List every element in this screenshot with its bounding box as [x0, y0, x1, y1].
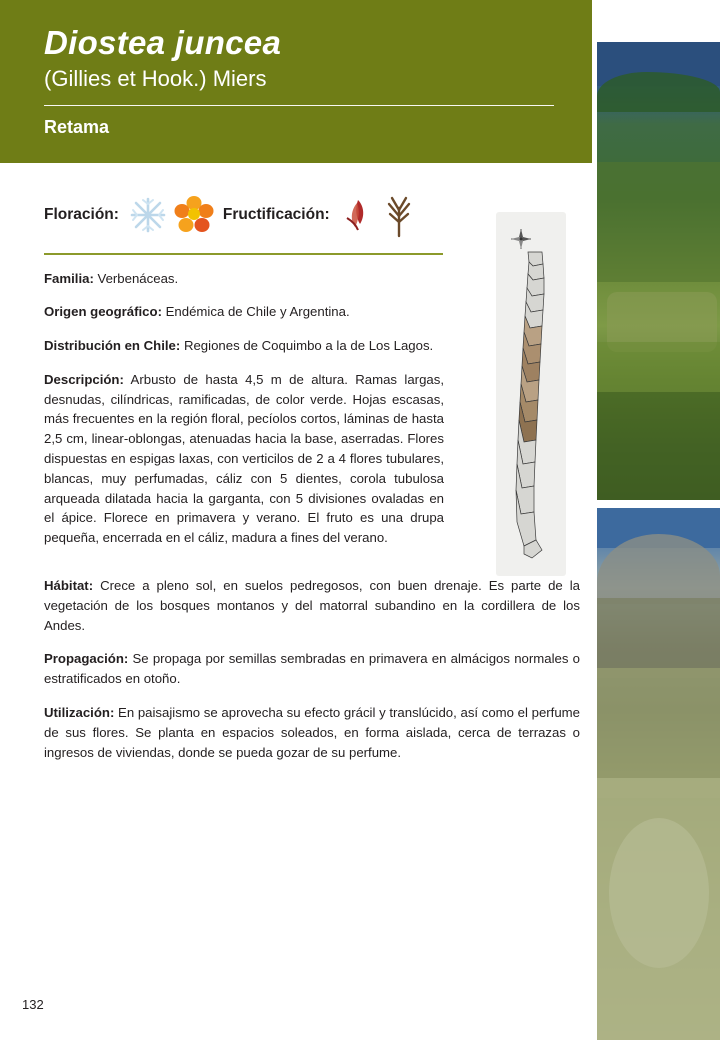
flowering-icons: [125, 190, 217, 240]
field-label: Descripción:: [44, 371, 124, 387]
field-label: Origen geográfico:: [44, 304, 162, 320]
field-habitat: [44, 576, 580, 635]
field-distribucion-en-chile: [44, 336, 444, 356]
fruiting-icons: [336, 190, 420, 240]
field-list-wide: [44, 562, 580, 762]
field-label: Hábitat:: [44, 578, 94, 594]
bare-tree-icon: [378, 190, 420, 240]
field-value: En paisajismo se aprovecha su efecto grácil y translúcido, así como el perfume de sus flores. Se planta en espacios soleados, en forma aislada, cerca de terrazas o ingresos de viviendas, donde se pueda gozar de su perfume.: [44, 705, 580, 760]
field-label: Familia:: [44, 270, 94, 286]
common-name: Retama: [44, 116, 110, 137]
seed-icon: [336, 190, 378, 240]
chile-outline: [512, 250, 554, 567]
habitat-photo-top: [597, 42, 720, 500]
field-utilizacion: [44, 703, 580, 762]
photo-slope-region: [597, 598, 720, 678]
snowflake-icon: [125, 190, 171, 240]
field-value: Arbusto de hasta 4,5 m de altura. Ramas largas, desnudas, cilíndricas, ramificadas, de color verde. Hojas escasas, más frecuentes en la región floral, pecíolos cortos, láminas de hasta 2,5 cm, linear-oblongas, atenuadas hacia la base, aserradas. Flores dispuestas en espigas laxas, con verticilos de 2 a 4 flores tubulares, blancas, muy perfumadas, cáliz con 5 dientes, corola tubulosa arqueada dilatada hacia la garganta, con 5 divisiones ovaladas en el ápice. Florece en primavera y verano. El fruto es una drupa pequeña, encerrada en el cáliz, madura a fines del verano.: [44, 371, 444, 546]
field-value: Regiones de Coquimbo a la de Los Lagos.: [180, 338, 434, 354]
photo-canopy-region: [597, 72, 720, 112]
field-value: Crece a pleno sol, en suelos pedregosos, con buen drenaje. Es parte de la vegetación de los bosques montanos y del matorral subandino en la cordillera de los Andes.: [44, 578, 580, 633]
field-label: Distribución en Chile:: [44, 338, 181, 354]
field-label: Propagación:: [44, 651, 129, 667]
compass-rose-icon: [510, 228, 532, 250]
field-propagacion: [44, 649, 580, 689]
field-label: Utilización:: [44, 705, 115, 721]
photo-forest-region: [597, 162, 720, 282]
chile-distribution-map: [496, 212, 566, 576]
photo-bush-region: [609, 818, 709, 968]
habitat-photo-bottom: [597, 508, 720, 1040]
photo-meadow-region: [597, 342, 720, 392]
field-value: Verbenáceas.: [93, 270, 179, 286]
field-origen-geografico: [44, 302, 444, 322]
page-header: [0, 0, 592, 163]
page-number: 132: [22, 997, 44, 1012]
field-value: Endémica de Chile y Argentina.: [161, 304, 350, 320]
photo-column: [597, 42, 720, 1040]
flower-icon: [171, 190, 217, 240]
photo-shrub-region: [597, 392, 720, 500]
field-value: Se propaga por semillas sembradas en primavera en almácigos normales o estratificados en otoño.: [44, 651, 580, 687]
header-divider: [44, 105, 554, 106]
fruiting-label: Fructificación:: [222, 206, 330, 223]
flowering-label: Floración:: [44, 206, 119, 223]
field-familia: [44, 269, 444, 289]
field-list-narrow: [44, 255, 444, 549]
field-descripcion: [44, 370, 444, 548]
species-authority: (Gillies et Hook.) Miers: [44, 65, 267, 91]
page-title: Diostea juncea: [44, 24, 282, 61]
